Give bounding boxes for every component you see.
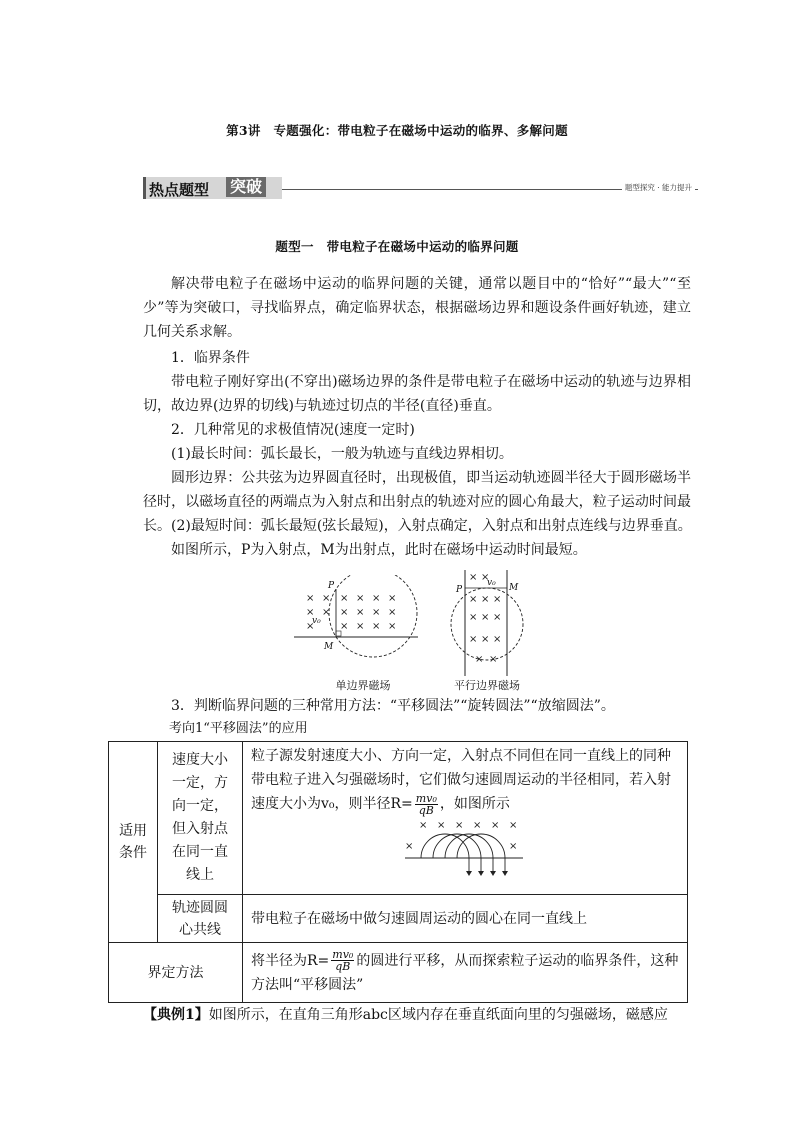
method-description-tail: 的圆进行平移，从而探索粒子运动的临界条件，这种方法叫“平移圆法”: [251, 952, 679, 993]
field-mark: ×: [306, 593, 315, 604]
field-mark: ×: [372, 607, 381, 618]
label-P: P: [328, 581, 335, 591]
fraction-numerator: mv₀: [332, 948, 354, 961]
field-mark: ×: [493, 594, 502, 605]
field-mark: ×: [388, 607, 397, 618]
shortest-time-item: (2)最短时间：弧长最短(弦长最短)，入射点确定，入射点和出射点连线与边界垂直。: [171, 518, 692, 534]
banner-label-right: 突破: [226, 177, 266, 197]
field-mark: ×: [356, 607, 365, 618]
label-v0: v₀: [312, 616, 321, 626]
condition-velocity-description: [243, 742, 688, 895]
field-mark: ×: [493, 612, 502, 623]
field-mark: ×: [469, 572, 478, 583]
field-mark: ×: [356, 593, 365, 604]
circular-boundary-paragraph: 圆形边界：公共弦为边界圆直径时，出现极值，即当运动轨迹圆半径大于圆形磁场半径时，以磁场直径的两端点为入射点和出射点的轨迹对应的圆心角最大，粒子运动时间最长。: [143, 470, 691, 534]
label-M: M: [509, 583, 519, 593]
field-mark: ×: [481, 634, 490, 645]
condition-centers-description: 带电粒子在磁场中做匀速圆周运动的圆心在同一直线上: [243, 895, 688, 943]
field-mark: ×: [322, 607, 331, 618]
field-mark: ×: [306, 607, 315, 618]
example-tag: 【典例1】: [143, 1007, 209, 1023]
field-mark: ×: [493, 634, 502, 645]
fraction-denominator: qB: [418, 803, 434, 817]
critical-condition-paragraph: 带电粒子刚好穿出(不穿出)磁场边界的条件是带电粒子在磁场中运动的轨迹与边界相切，故边界(边界的切线)与轨迹过切点的半径(直径)垂直。: [143, 374, 691, 414]
velocity-description-text: 粒子源发射速度大小、方向一定，入射点不同但在同一直线上的同种带电粒子进入匀强磁场时，它们做匀速圆周运动的半径相同，若入射速度大小为v₀，则半径R=: [251, 748, 671, 812]
field-mark: ×: [372, 621, 381, 632]
field-mark: ×: [340, 621, 349, 632]
condition-velocity-cell: 速度大小 一定，方 向一定， 但入射点 在同一直 线上: [158, 742, 243, 895]
field-mark: ×: [388, 621, 397, 632]
figure-description: 如图所示，P为入射点，M为出射点，此时在磁场中运动时间最短。: [171, 542, 587, 558]
intro-paragraph: 解决带电粒子在磁场中运动的临界问题的关键，通常以题目中的“恰好”“最大”“至少”等为突破口，寻找临界点，确定临界状态，根据磁场边界和题设条件画好轨迹，建立几何关系求解。: [143, 276, 691, 340]
section-banner: [143, 177, 703, 201]
field-mark: ×: [372, 593, 381, 604]
field-mark: ×: [405, 841, 414, 852]
field-mark: ×: [473, 820, 482, 831]
example-1: [143, 1004, 703, 1024]
arrow-heads: [466, 871, 508, 876]
label-v0: v₀: [487, 578, 496, 588]
translation-circles-figure: [405, 818, 535, 878]
translation-circle-table: [108, 741, 688, 1003]
example-text: 如图所示，在直角三角形abc区域内存在垂直纸面向里的匀强磁场，磁感应: [208, 1007, 668, 1023]
single-boundary-figure: [290, 575, 425, 675]
field-mark: ×: [322, 593, 331, 604]
field-mark: ×: [481, 612, 490, 623]
banner-tag: 题型探究 · 能力提升: [622, 182, 695, 193]
applicable-conditions-label: 适用 条件: [109, 742, 158, 943]
field-mark: ×: [509, 820, 518, 831]
field-mark: ×: [340, 593, 349, 604]
field-mark: ×: [469, 612, 478, 623]
heading-critical-condition: 1．临界条件: [171, 350, 250, 366]
condition-centers-cell: 轨迹圆圆 心共线: [158, 895, 243, 943]
banner-label-left: 热点题型: [149, 181, 210, 199]
field-mark: ×: [455, 820, 464, 831]
radius-fraction: [415, 793, 438, 816]
caption-parallel-boundary: 平行边界磁场: [454, 679, 520, 692]
field-mark: ×: [475, 654, 484, 665]
label-M: M: [324, 642, 334, 652]
fraction-denominator: qB: [335, 960, 351, 973]
field-mark: ×: [489, 654, 498, 665]
boundary-method-label: 界定方法: [109, 943, 243, 1003]
field-mark: ×: [340, 607, 349, 618]
field-mark: ×: [388, 593, 397, 604]
radius-fraction: [331, 949, 354, 972]
field-mark: ×: [419, 820, 428, 831]
fraction-numerator: mv₀: [415, 791, 437, 805]
field-mark: ×: [481, 594, 490, 605]
method-description-text: 将半径为R=: [251, 952, 330, 969]
lecture-title: 第3讲 专题强化：带电粒子在磁场中运动的临界、多解问题: [226, 123, 568, 138]
caption-single-boundary: 单边界磁场: [335, 679, 391, 692]
field-mark: ×: [509, 841, 518, 852]
field-mark: ×: [356, 621, 365, 632]
field-mark: ×: [306, 621, 315, 632]
field-mark: ×: [491, 820, 500, 831]
heading-extreme-cases: 2．几种常见的求极值情况(速度一定时): [171, 422, 415, 438]
parallel-boundary-figure: [445, 568, 530, 678]
field-mark: ×: [481, 572, 490, 583]
heading-three-methods: 3．判断临界问题的三种常用方法：“平移圆法”“旋转圆法”“放缩圆法”。: [171, 698, 615, 714]
boundary-method-description: [243, 943, 688, 1003]
section-title: 题型一 带电粒子在磁场中运动的临界问题: [275, 239, 519, 254]
field-mark: ×: [469, 594, 478, 605]
longest-time-item: (1)最长时间：弧长最长，一般为轨迹与直线边界相切。: [171, 446, 513, 462]
velocity-description-tail: ，如图所示: [439, 796, 510, 812]
field-mark: ×: [469, 634, 478, 645]
direction-1-label: 考向1“平移圆法”的应用: [169, 721, 308, 736]
label-P: P: [456, 585, 463, 595]
field-mark: ×: [437, 820, 446, 831]
